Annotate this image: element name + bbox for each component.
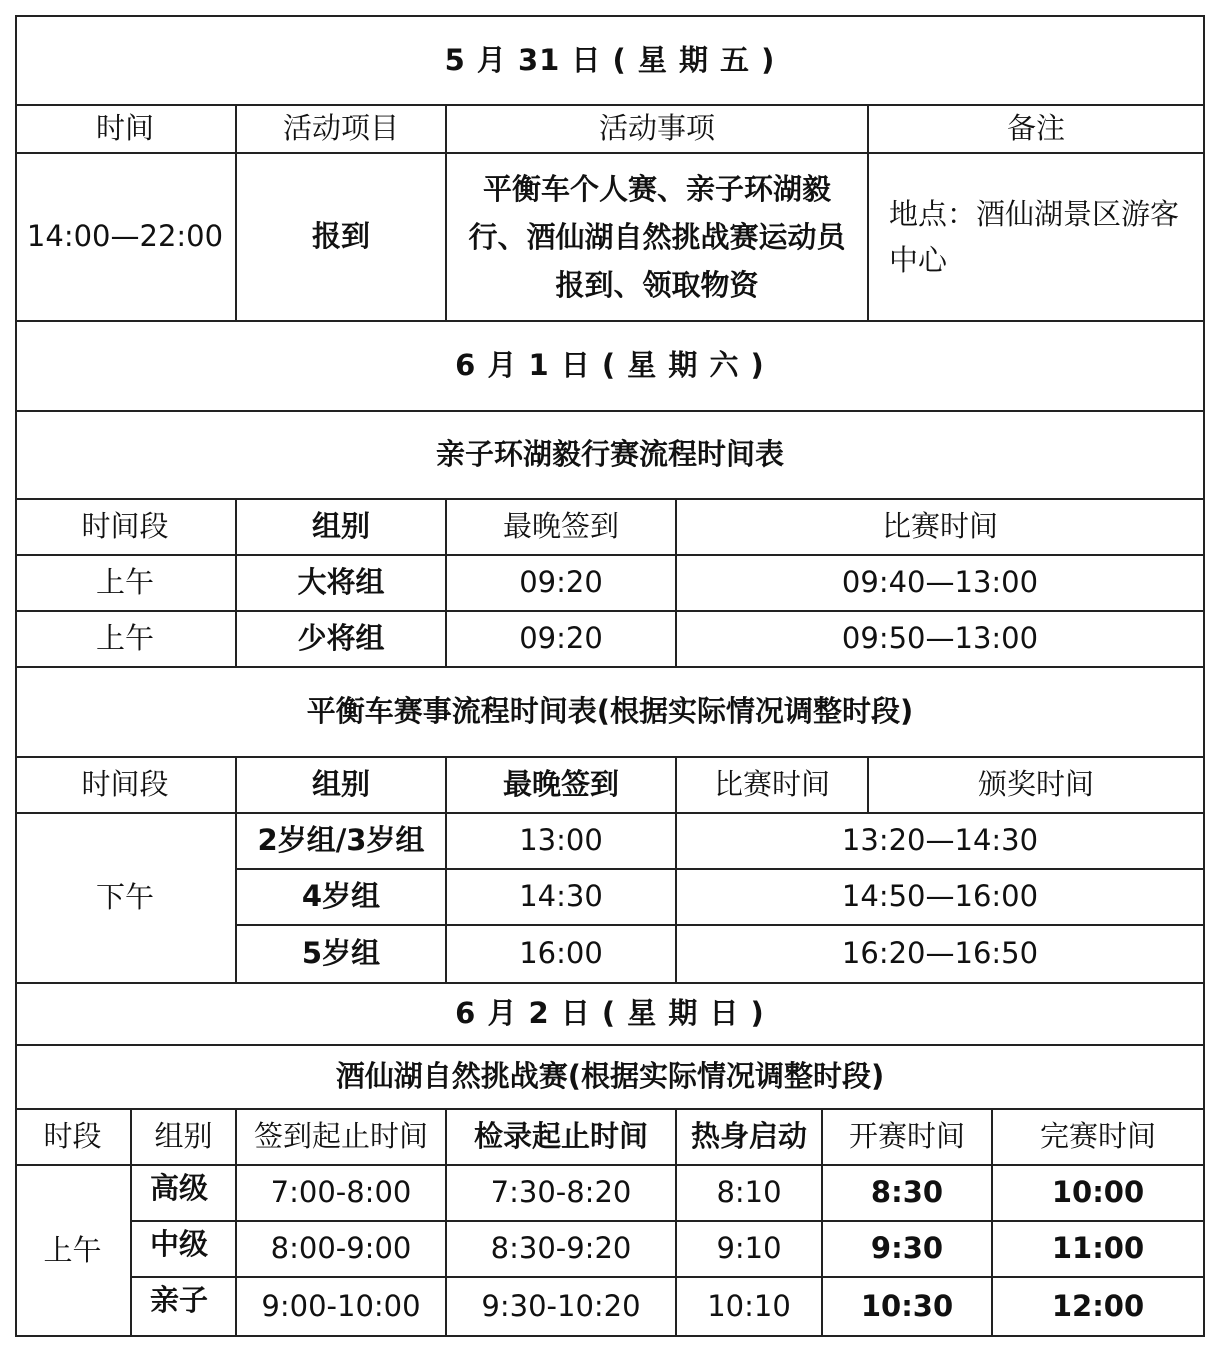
day1-header-item: 活动项目: [282, 111, 399, 146]
challenge-row-warmup: 8:10: [716, 1175, 782, 1210]
challenge-header-group: 组别: [154, 1119, 213, 1154]
bike-row-group: 2岁组/3岁组: [257, 823, 425, 858]
bike-period: 下午: [95, 880, 154, 915]
bike-row-checkin: 13:00: [519, 823, 603, 858]
bike-row-race: 14:50—16:00: [841, 879, 1039, 914]
bike-header-group: 组别: [311, 767, 370, 802]
challenge-row-signin: 7:00-8:00: [270, 1175, 412, 1210]
walk-row-group: 少将组: [297, 621, 385, 656]
walk-header-checkin: 最晚签到: [502, 509, 619, 544]
bike-title: 平衡车赛事流程时间表(根据实际情况调整时段): [306, 694, 914, 729]
challenge-row-finish: 12:00: [1051, 1288, 1145, 1323]
challenge-header-finish: 完赛时间: [1039, 1119, 1156, 1154]
day1-matter: 平衡车个人赛、亲子环湖毅行、酒仙湖自然挑战赛运动员报到、领取物资: [468, 172, 846, 302]
day3-title: 6 月 2 日 ( 星 期 日 ): [455, 996, 765, 1031]
day1-header-note: 备注: [1006, 111, 1065, 146]
walk-title: 亲子环湖毅行赛流程时间表: [435, 437, 784, 472]
walk-header-period: 时间段: [81, 509, 169, 544]
day1-header-matter: 活动事项: [598, 111, 715, 146]
day1-item: 报到: [311, 219, 370, 254]
challenge-header-start: 开赛时间: [848, 1119, 965, 1154]
challenge-row-group: 高级: [150, 1171, 209, 1205]
challenge-row-checkin: 9:30-10:20: [481, 1288, 641, 1323]
challenge-period: 上午: [43, 1232, 102, 1267]
border-bottom: [15, 1335, 1205, 1337]
bike-header-period: 时间段: [81, 767, 169, 802]
challenge-row-signin: 9:00-10:00: [261, 1288, 421, 1323]
bike-row-race: 16:20—16:50: [841, 936, 1039, 971]
day1-header-time: 时间: [95, 111, 154, 146]
challenge-row-group: 中级: [150, 1227, 209, 1261]
bike-row-group: 5岁组: [301, 936, 381, 971]
challenge-row-checkin: 8:30-9:20: [490, 1231, 632, 1266]
bike-row-group: 4岁组: [301, 879, 381, 914]
walk-row-race: 09:50—13:00: [841, 621, 1039, 656]
walk-row-checkin: 09:20: [519, 621, 603, 656]
walk-row-race: 09:40—13:00: [841, 565, 1039, 600]
bike-row-checkin: 14:30: [519, 879, 603, 914]
walk-row-checkin: 09:20: [519, 565, 603, 600]
walk-row-period: 上午: [95, 565, 154, 600]
bike-header-checkin: 最晚签到: [502, 767, 619, 802]
day2-title: 6 月 1 日 ( 星 期 六 ): [455, 348, 765, 383]
walk-row-group: 大将组: [297, 565, 385, 600]
walk-header-group: 组别: [311, 509, 370, 544]
walk-row-period: 上午: [95, 621, 154, 656]
bike-row-race: 13:20—14:30: [841, 823, 1039, 858]
challenge-row-group: 亲子: [150, 1283, 209, 1317]
challenge-header-checkin: 检录起止时间: [473, 1119, 648, 1154]
challenge-header-signin: 签到起止时间: [253, 1119, 428, 1154]
bike-header-award: 颁奖时间: [977, 767, 1094, 802]
bike-header-race: 比赛时间: [713, 767, 830, 802]
schedule-table: [15, 15, 1205, 1337]
challenge-row-signin: 8:00-9:00: [270, 1231, 412, 1266]
walk-header-race: 比赛时间: [881, 509, 998, 544]
challenge-row-warmup: 10:10: [707, 1288, 791, 1323]
challenge-row-warmup: 9:10: [716, 1231, 782, 1266]
challenge-header-period: 时段: [43, 1119, 102, 1154]
day1-title: 5 月 31 日 ( 星 期 五 ): [444, 42, 776, 77]
challenge-row-start: 9:30: [870, 1231, 944, 1266]
day1-note: 地点：酒仙湖景区游客中心: [889, 197, 1180, 277]
day1-time: 14:00—22:00: [26, 219, 224, 254]
challenge-row-start: 8:30: [870, 1175, 944, 1210]
bike-row-checkin: 16:00: [519, 936, 603, 971]
challenge-header-warmup: 热身启动: [690, 1119, 807, 1154]
challenge-row-finish: 11:00: [1051, 1231, 1145, 1266]
challenge-title: 酒仙湖自然挑战赛(根据实际情况调整时段): [335, 1059, 885, 1094]
challenge-row-finish: 10:00: [1051, 1175, 1145, 1210]
challenge-row-start: 10:30: [860, 1288, 954, 1323]
challenge-row-checkin: 7:30-8:20: [490, 1175, 632, 1210]
